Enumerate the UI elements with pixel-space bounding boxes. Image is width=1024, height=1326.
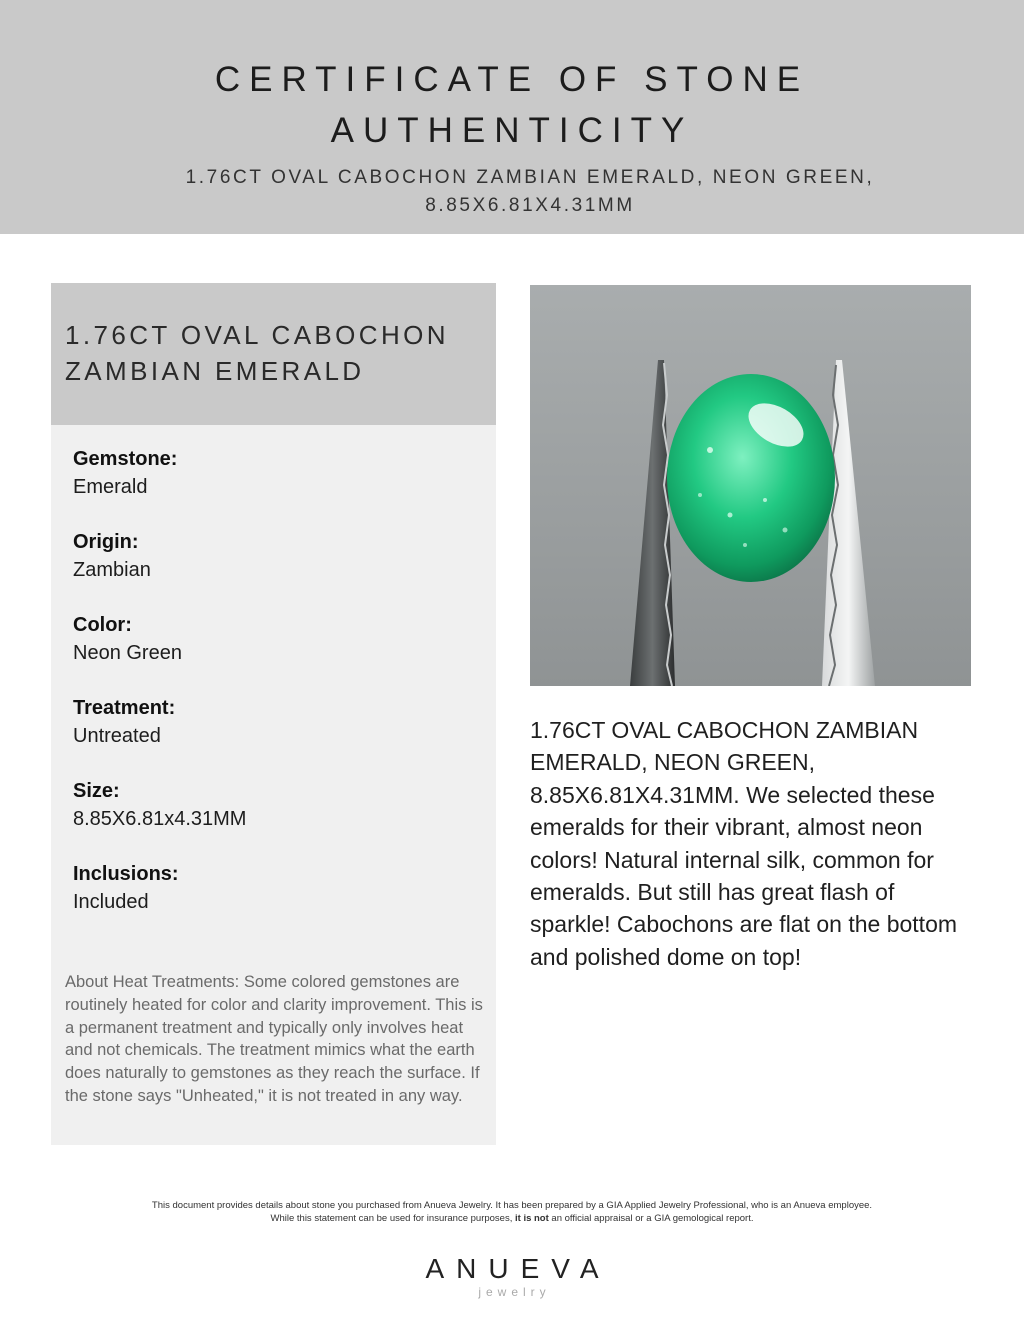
certificate-title xyxy=(0,54,1024,156)
spec-value: Untreated xyxy=(73,725,161,747)
spec-value: Included xyxy=(73,891,149,913)
disclaimer-line1: This document provides details about stone you purchased from Anueva Jewelry. It has been prepared by a GIA Applied Jewelry Professional, who is an Anueva employee. xyxy=(151,1200,873,1211)
disclaimer-line2-pre: While this statement can be used for insurance purposes, xyxy=(270,1213,513,1224)
spec-origin xyxy=(73,528,473,611)
certificate-title-line2: AUTHENTICITY xyxy=(330,111,694,150)
spec-label: Gemstone: xyxy=(73,448,178,470)
spec-list xyxy=(73,445,473,943)
spec-label: Inclusions: xyxy=(73,863,179,885)
spec-treatment xyxy=(73,694,473,777)
heat-treatment-note: About Heat Treatments: Some colored gemstones are routinely heated for color and clarity improvement. This is a permanent treatment and typically only involves heat and not chemicals. The treatment mimics what the earth does naturally to gemstones as they reach the surface. If the stone says "Unheated," it is not treated in any way. xyxy=(65,973,483,1105)
stone-description: 1.76CT OVAL CABOCHON ZAMBIAN EMERALD, NEON GREEN, 8.85X6.81X4.31MM. We selected these emeralds for their vibrant, almost neon colors! Natural internal silk, common for emeralds. But still has great flash of sparkle! Cabochons are flat on the bottom and polished dome on top! xyxy=(530,717,958,970)
spec-value: Emerald xyxy=(73,476,148,498)
emerald-photo xyxy=(530,285,971,686)
certificate-subtitle: 1.76CT OVAL CABOCHON ZAMBIAN EMERALD, NEON GREEN, 8.85X6.81X4.31MM xyxy=(185,167,875,216)
spec-label: Origin: xyxy=(73,531,139,553)
logo-subtext: jewelry xyxy=(478,1285,551,1299)
spec-label: Color: xyxy=(73,614,132,636)
stone-details-panel xyxy=(51,283,496,1145)
spec-value: Zambian xyxy=(73,559,151,581)
spec-color xyxy=(73,611,473,694)
disclaimer-line2 xyxy=(80,1212,944,1225)
stone-name-line2: ZAMBIAN EMERALD xyxy=(65,356,365,386)
stone-name xyxy=(65,317,485,389)
disclaimer-line2-post: an official appraisal or a GIA gemological report. xyxy=(551,1213,754,1224)
spec-gemstone xyxy=(73,445,473,528)
disclaimer-emphasis: it is not xyxy=(515,1213,549,1224)
spec-value: 8.85X6.81x4.31MM xyxy=(73,808,247,830)
spec-label: Size: xyxy=(73,780,120,802)
disclaimer xyxy=(80,1199,944,1225)
spec-label: Treatment: xyxy=(73,697,176,719)
stone-details-header xyxy=(51,283,496,425)
emerald-in-tweezers-image xyxy=(530,285,971,686)
spec-inclusions xyxy=(73,860,473,943)
spec-value: Neon Green xyxy=(73,642,182,664)
stone-name-line1: 1.76CT OVAL CABOCHON xyxy=(65,320,449,350)
spec-size xyxy=(73,777,473,860)
certificate-header xyxy=(0,0,1024,234)
anueva-logo xyxy=(412,1252,612,1298)
logo-wordmark: ANUEVA xyxy=(425,1253,611,1284)
certificate-title-line1: CERTIFICATE OF STONE xyxy=(214,60,810,99)
